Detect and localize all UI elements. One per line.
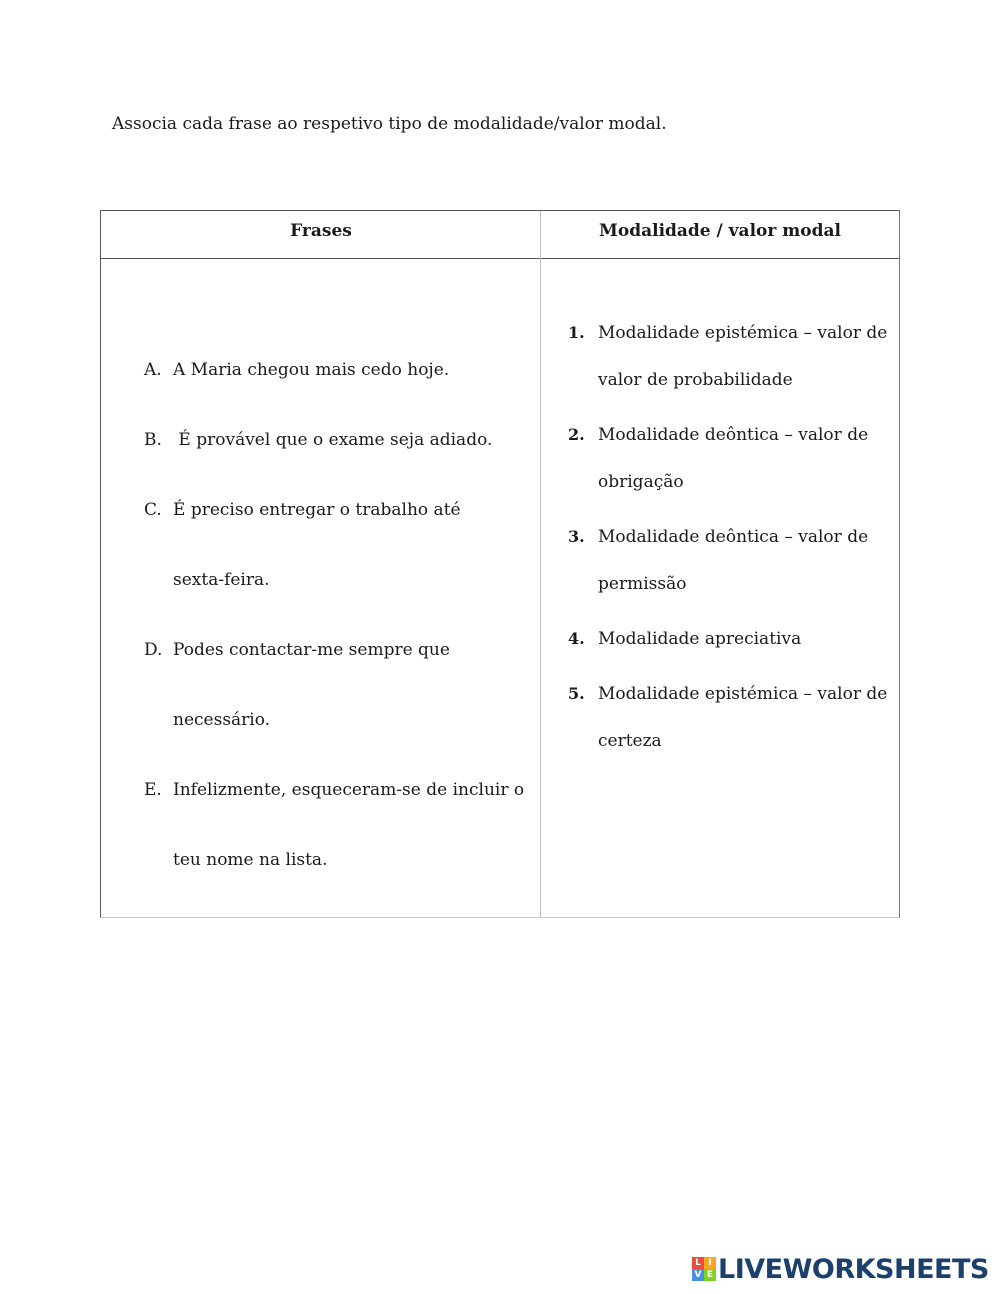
modalidade-num-1: 1. xyxy=(568,323,585,342)
modalidade-num-3: 3. xyxy=(568,527,585,546)
logo-mark-i: I xyxy=(704,1257,716,1269)
frase-letter-a: A. xyxy=(144,360,162,380)
frase-d-line-1: Podes contactar-me sempre que xyxy=(173,640,450,660)
modalidade-2-line-1: Modalidade deôntica – valor de xyxy=(598,425,869,445)
frase-e-line-1: Infelizmente, esqueceram-se de incluir o xyxy=(173,780,525,800)
modalidade-3-line-2: permissão xyxy=(598,574,687,594)
modalidade-num-5: 5. xyxy=(568,684,585,703)
frase-letter-c: C. xyxy=(144,500,162,520)
frase-c-line-1: É preciso entregar o trabalho até xyxy=(173,500,461,520)
header-modalidade: Modalidade / valor modal xyxy=(599,221,841,241)
modalidade-5-line-1: Modalidade epistémica – valor de xyxy=(598,684,888,704)
frase-letter-b: B. xyxy=(144,430,162,450)
frase-e-line-2: teu nome na lista. xyxy=(173,850,328,870)
liveworksheets-logo xyxy=(692,1253,989,1285)
modalidade-4-line-1: Modalidade apreciativa xyxy=(598,629,802,649)
modalidade-2-line-2: obrigação xyxy=(598,472,684,492)
logo-mark-v: V xyxy=(692,1269,704,1281)
logo-mark-e: E xyxy=(704,1269,716,1281)
modalidade-num-4: 4. xyxy=(568,629,585,648)
frase-a: A Maria chegou mais cedo hoje. xyxy=(173,360,450,380)
header-frases: Frases xyxy=(290,221,352,241)
modalidade-1-line-2: valor de probabilidade xyxy=(598,370,793,390)
frase-letter-d: D. xyxy=(144,640,163,660)
liveworksheets-mark-icon xyxy=(692,1257,716,1281)
modalidade-3-line-1: Modalidade deôntica – valor de xyxy=(598,527,869,547)
frase-letter-e: E. xyxy=(144,780,162,800)
logo-mark-l: L xyxy=(692,1257,704,1269)
modalidade-5-line-2: certeza xyxy=(598,731,662,751)
table-header-row xyxy=(101,211,899,259)
instruction-text: Associa cada frase ao respetivo tipo de modalidade/valor modal. xyxy=(112,114,667,134)
frase-c-line-2: sexta-feira. xyxy=(173,570,270,590)
frase-d-line-2: necessário. xyxy=(173,710,271,730)
column-divider xyxy=(540,211,541,917)
frase-b: É provável que o exame seja adiado. xyxy=(173,430,493,450)
liveworksheets-wordmark: LIVEWORKSHEETS xyxy=(718,1253,989,1285)
association-table xyxy=(100,210,900,918)
modalidade-num-2: 2. xyxy=(568,425,585,444)
modalidade-1-line-1: Modalidade epistémica – valor de xyxy=(598,323,888,343)
